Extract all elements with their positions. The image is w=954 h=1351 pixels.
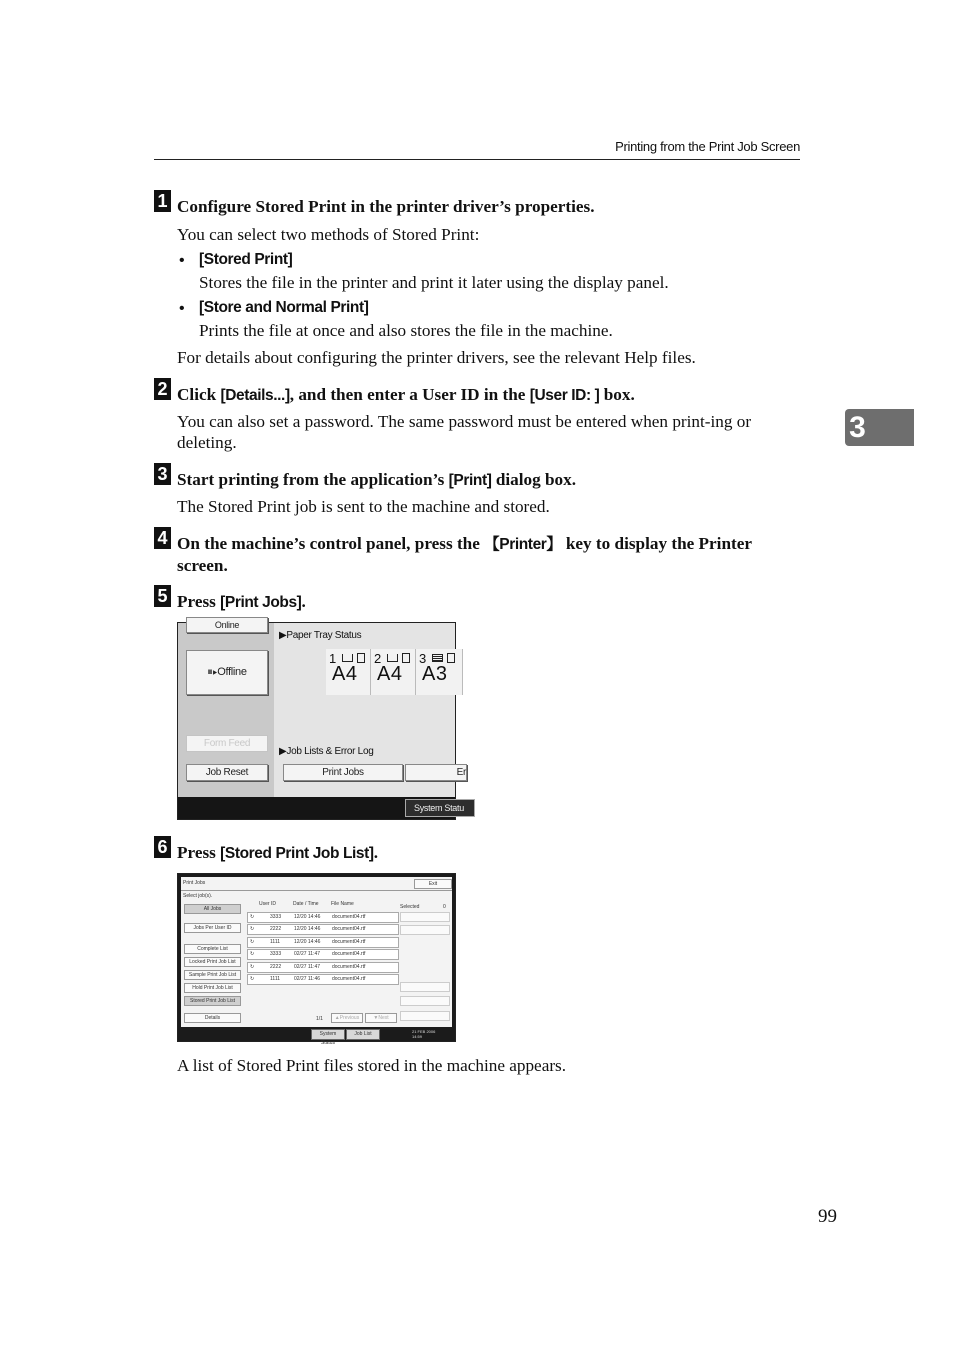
action-button[interactable] <box>400 1011 450 1021</box>
selected-count: 0 <box>443 904 446 910</box>
tray-icon <box>432 654 443 662</box>
bullet-icon: • <box>179 300 185 317</box>
form-feed-button[interactable]: Form Feed <box>186 735 268 752</box>
print-jobs-button[interactable]: Print Jobs <box>283 764 403 781</box>
exit-button[interactable]: Exit <box>414 879 452 889</box>
key-label: [Print] <box>448 472 492 489</box>
tray-icon <box>387 654 398 662</box>
all-jobs-button[interactable]: All Jobs <box>184 904 241 914</box>
step-body: The Stored Print job is sent to the machine and stored. <box>177 497 550 516</box>
print-jobs-panel <box>181 877 452 1027</box>
action-button[interactable] <box>400 912 450 922</box>
job-lists-label: ▶Job Lists & Error Log <box>279 746 374 757</box>
job-reset-button[interactable]: Job Reset <box>186 764 268 781</box>
step-title: On the machine’s control panel, press the 【Printer】 key to display the Printer screen. <box>177 534 752 575</box>
jobs-per-user-button[interactable]: Jobs Per User ID <box>184 923 241 933</box>
table-row[interactable]: ↻ 3333 12/20 14:46 document04.rtf <box>247 912 399 923</box>
step-title: Configure Stored Print in the printer driver’s properties. <box>177 197 595 216</box>
step-body: You can also set a password. The same password must be entered when print-ing or deleting. <box>177 412 752 452</box>
step-title: Click [Details...], and then enter a User ID in the [User ID: ] box. <box>177 385 635 404</box>
key-label: [Stored Print Job List] <box>220 845 374 862</box>
step-number: 6 <box>154 836 171 858</box>
job-type-icon: ↻ <box>250 951 255 957</box>
stored-print-list-button[interactable]: Stored Print Job List <box>184 996 241 1006</box>
details-button[interactable]: Details <box>184 1013 241 1023</box>
arrow-right-icon: ▶ <box>279 630 287 641</box>
col-header-date-time: Date / Time <box>293 901 319 907</box>
select-jobs-label: Select job(s). <box>183 893 213 899</box>
bullet-icon: • <box>179 252 185 269</box>
sample-print-list-button[interactable]: Sample Print Job List <box>184 970 241 980</box>
running-header <box>154 139 800 160</box>
arrow-right-icon: ▶ <box>279 746 287 757</box>
col-header-file-name: File Name <box>331 901 354 907</box>
job-type-icon: ↻ <box>250 964 255 970</box>
job-type-icon: ↻ <box>250 939 255 945</box>
table-row[interactable]: ↻ 1111 12/20 14:46 document04.rtf <box>247 937 399 948</box>
next-button[interactable]: ▼Next <box>365 1013 397 1023</box>
paper-icon <box>357 653 365 663</box>
step-number: 4 <box>154 527 171 549</box>
step-number: 3 <box>154 463 171 485</box>
step-number: 1 <box>154 190 171 212</box>
paper-icon <box>447 653 455 663</box>
job-type-icon: ↻ <box>250 914 255 920</box>
paper-tray-status-label: ▶Paper Tray Status <box>279 630 362 641</box>
running-title: Printing from the Print Job Screen <box>615 139 800 154</box>
locked-print-list-button[interactable]: Locked Print Job List <box>184 957 241 967</box>
offline-icon: ⏸▸ <box>207 666 218 678</box>
job-type-icon: ↻ <box>250 976 255 982</box>
table-row[interactable]: ↻ 2222 02/27 11:47 document04.rtf <box>247 962 399 973</box>
job-list-button[interactable]: Job List <box>346 1029 380 1040</box>
bullet-label: [Stored Print] <box>199 251 293 268</box>
divider <box>181 890 452 891</box>
hold-print-list-button[interactable]: Hold Print Job List <box>184 983 241 993</box>
step-title: Press [Stored Print Job List]. <box>177 843 378 862</box>
table-row[interactable]: ↻ 1111 02/27 11:46 document04.rtf <box>247 974 399 985</box>
online-button[interactable]: Online <box>186 617 268 633</box>
previous-button[interactable]: ▲Previous <box>331 1013 363 1023</box>
datetime-display: 21 FEB 2006 14:59 <box>412 1029 436 1039</box>
screen-title: Print Jobs <box>183 880 206 886</box>
step-note: For details about configuring the printer drivers, see the relevant Help files. <box>177 348 696 367</box>
bullet-label: [Store and Normal Print] <box>199 299 369 316</box>
paper-tray-1: 1 A4 <box>326 649 371 695</box>
complete-list-button[interactable]: Complete List <box>184 944 241 954</box>
action-button[interactable] <box>400 996 450 1006</box>
key-label: [Print Jobs] <box>220 594 302 611</box>
action-button[interactable] <box>400 925 450 935</box>
key-label: 【Printer】 <box>484 536 562 553</box>
step-number: 2 <box>154 378 171 400</box>
print-jobs-screenshot <box>177 873 456 1046</box>
tray-icon <box>342 654 353 662</box>
step-intro: You can select two methods of Stored Print: <box>177 225 480 244</box>
table-row[interactable]: ↻ 3333 02/27 11:47 document04.rtf <box>247 949 399 960</box>
offline-button[interactable]: ⏸▸Offline <box>186 650 268 695</box>
key-label: [User ID: ] <box>529 387 600 404</box>
job-type-icon: ↻ <box>250 926 255 932</box>
triangle-down-icon: ▼ <box>373 1015 379 1021</box>
step-title: Start printing from the application’s [Print] dialog box. <box>177 470 577 489</box>
step-number: 5 <box>154 585 171 607</box>
triangle-up-icon: ▲ <box>334 1015 340 1021</box>
table-row[interactable]: ↻ 2222 12/20 14:46 document04.rtf <box>247 924 399 935</box>
key-label: [Details...] <box>220 387 290 404</box>
action-button[interactable] <box>400 982 450 992</box>
paper-tray-3: 3 A3 <box>416 649 463 695</box>
system-status-button[interactable]: System Statu <box>405 799 475 817</box>
page-indicator: 1/1 <box>316 1016 323 1022</box>
system-status-button[interactable]: System Status <box>311 1029 345 1040</box>
selected-label: Selected <box>400 904 420 910</box>
page-number: 99 <box>818 1206 837 1227</box>
step-title: Press [Print Jobs]. <box>177 592 306 611</box>
col-header-user-id: User ID <box>259 901 276 907</box>
chapter-tab <box>845 409 914 446</box>
bullet-desc: Stores the file in the printer and print it later using the display panel. <box>199 273 669 292</box>
printer-panel-screenshot <box>177 620 466 820</box>
paper-tray-2: 2 A4 <box>371 649 416 695</box>
chapter-number: 3 <box>849 411 866 444</box>
paper-icon <box>402 653 410 663</box>
step-result: A list of Stored Print files stored in the machine appears. <box>177 1056 567 1075</box>
bullet-desc: Prints the file at once and also stores the file in the machine. <box>199 321 613 340</box>
error-log-button[interactable]: Er <box>405 764 467 781</box>
